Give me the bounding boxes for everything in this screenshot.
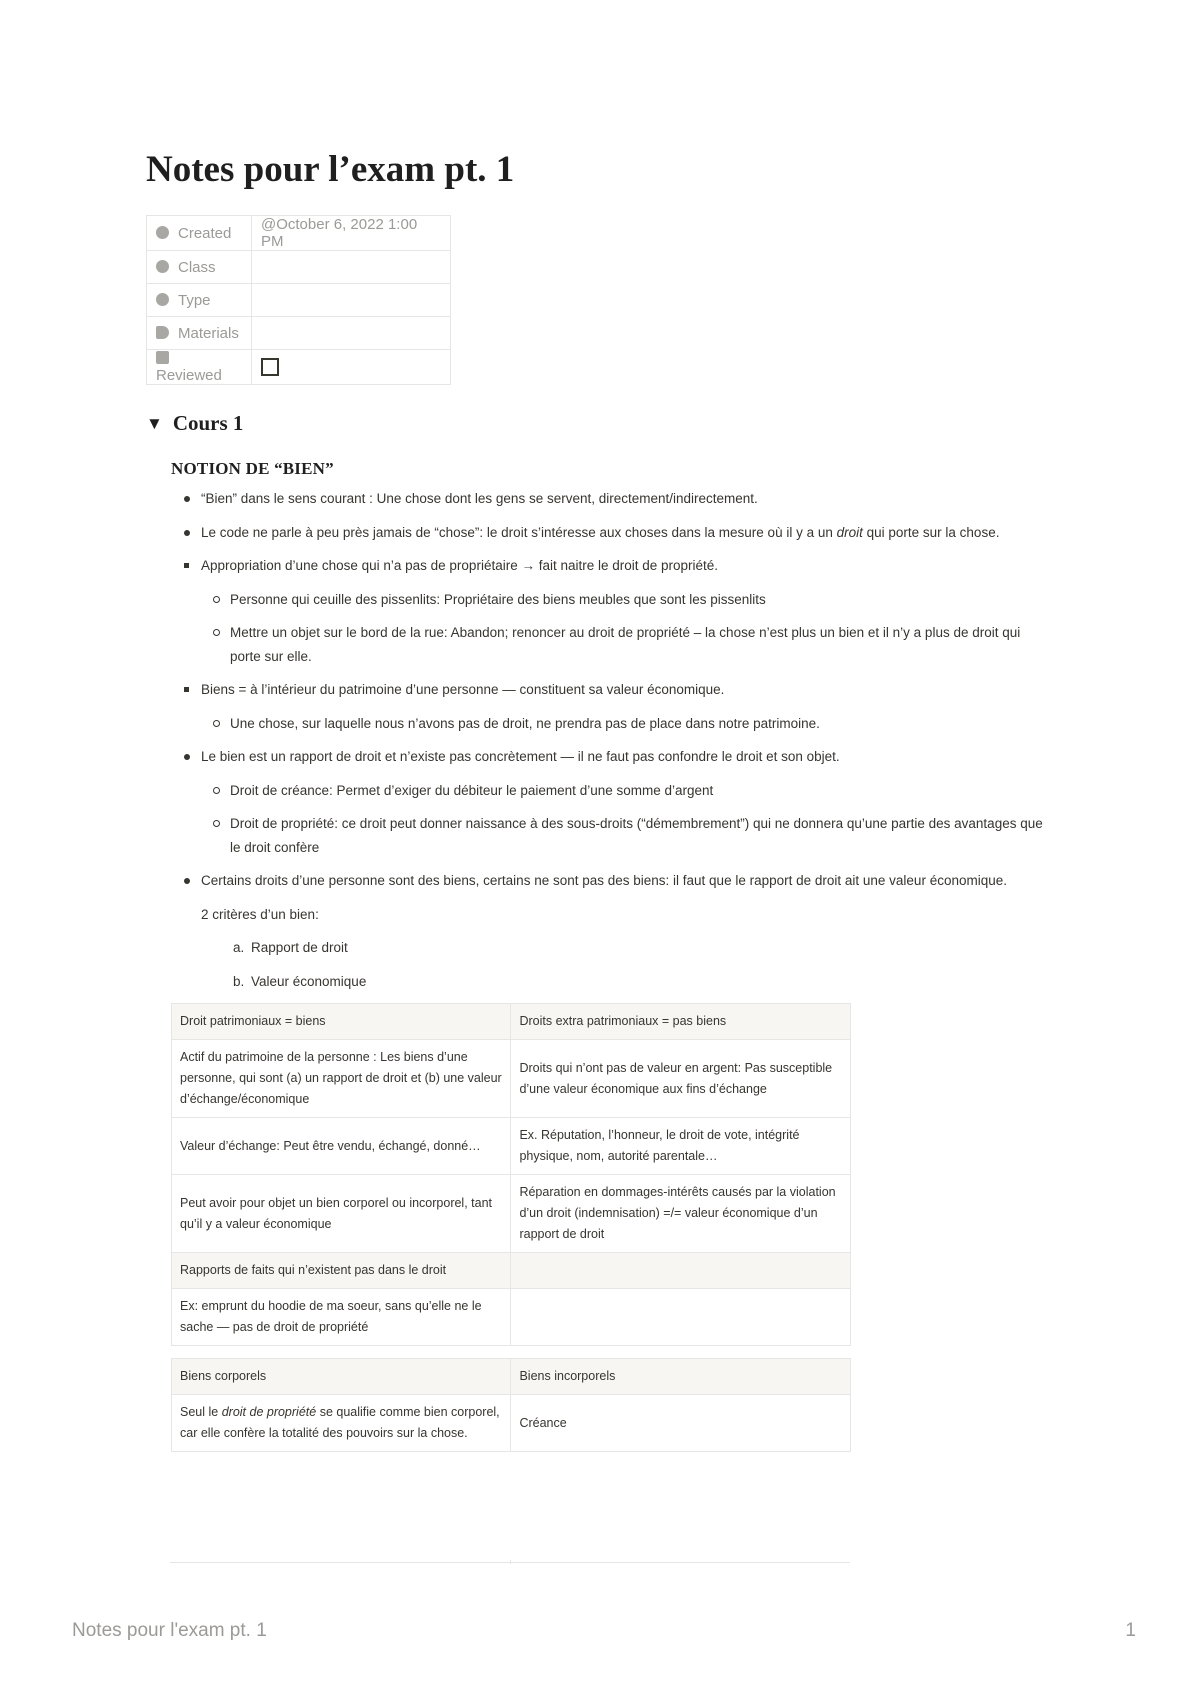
property-row-type[interactable] [147,284,451,317]
table-cell[interactable]: Valeur d’échange: Peut être vendu, échangé, donné… [172,1118,511,1175]
toggle-label: Cours 1 [172,411,244,435]
property-label: Class [178,258,216,276]
table-header-cell[interactable]: Biens corporels [172,1359,511,1395]
sub-list-item: Droit de créance: Permet d’exiger du débiteur le paiement d’une somme d’argent [201,779,1046,803]
table-cell[interactable]: Créance [511,1395,851,1452]
toggle-arrow-icon[interactable]: ▼ [146,413,163,433]
sub-list [201,779,1046,860]
table-row [172,1395,851,1452]
property-value-type[interactable] [252,284,451,317]
ordered-item: b. Valeur économique [233,973,367,989]
table-header-cell[interactable]: Biens incorporels [511,1359,851,1395]
ordered-item: a. Rapport de droit [233,940,348,955]
table-header-cell[interactable]: Droit patrimoniaux = biens [172,1004,511,1040]
property-label: Created [178,224,232,242]
properties-table [146,215,451,385]
toggle-cours-1[interactable] [146,411,1046,436]
table-row [172,1040,851,1118]
footer-title: Notes pour l'exam pt. 1 [72,1620,267,1641]
criteria-list [233,936,1046,993]
biens-table [171,1358,851,1452]
table-row [172,1289,851,1346]
list-item: Appropriation d’une chose qui n’a pas de propriétaire → fait naitre le droit de propriété. Personne qui ceuille des pissenlits: Propriétaire des biens meubles que sont les pissenlits Mettre un objet sur le bord de la rue: Abandon; renoncer au droit de propriété – la chose n’est plus un bien et il n’y a plus de droit qui porte sur elle. [171,554,1046,668]
table-cell[interactable]: Ex. Réputation, l’honneur, le droit de vote, intégrité physique, nom, autorité parentale… [511,1118,851,1175]
table-cell[interactable]: Actif du patrimoine de la personne : Les biens d’une personne, qui sont (a) un rapport de droit et (b) une valeur d’échange/économique [172,1040,511,1118]
property-label: Reviewed [156,367,222,384]
property-row-class[interactable] [147,251,451,284]
list-item: Le bien est un rapport de droit et n’existe pas concrètement — il ne faut pas confondre le droit et son objet. Droit de créance: Permet d’exiger du débiteur le paiement d’une somme d’argent Droit de propriété: ce droit peut donner naissance à des sous-droits (“démembrement”) qui ne donnera qu’une partie des avantages que le droit confère [171,745,1046,859]
table-header-cell[interactable]: Rapports de faits qui n’existent pas dans le droit [172,1253,511,1289]
patrimoine-table [171,1003,851,1346]
property-value-created[interactable]: @October 6, 2022 1:00 PM [252,216,451,251]
property-row-materials[interactable] [147,317,451,350]
table-cell[interactable]: Droits qui n’ont pas de valeur en argent: Pas susceptible d’une valeur économique aux fins d’échange [511,1040,851,1118]
reviewed-checkbox-icon [156,351,169,364]
property-label: Materials [178,324,239,342]
table-cell[interactable]: Peut avoir pour objet un bien corporel ou incorporel, tant qu’il y a valeur économique [172,1175,511,1253]
materials-tag-icon [156,326,169,339]
reviewed-checkbox[interactable] [261,358,279,376]
criteria-intro: 2 critères d’un bien: [201,906,319,922]
table-subheader-row [172,1253,851,1289]
table-cell[interactable]: Ex: emprunt du hoodie de ma soeur, sans qu’elle ne le sache — pas de droit de propriété [172,1289,511,1346]
created-clock-icon [156,226,169,239]
sub-list-item: Mettre un objet sur le bord de la rue: Abandon; renoncer au droit de propriété – la chose n’est plus un bien et il n’y a plus de droit qui porte sur elle. [201,621,1046,668]
table-cell[interactable]: Seul le droit de propriété se qualifie comme bien corporel, car elle confère la totalité des pouvoirs sur la chose. [172,1395,511,1452]
property-row-reviewed[interactable] [147,350,451,385]
list-item: “Bien” dans le sens courant : Une chose dont les gens se servent, directement/indirectement. [171,487,1046,511]
list-item: Biens = à l’intérieur du patrimoine d’une personne — constituent sa valeur économique. Une chose, sur laquelle nous n’avons pas de droit, ne prendra pas de place dans notre patrimoine. [171,678,1046,735]
class-select-icon [156,260,169,273]
document-page [146,145,1046,1452]
page-footer [72,1620,1136,1642]
sub-list-item: Personne qui ceuille des pissenlits: Propriétaire des biens meubles que sont les pissenlits [201,588,1046,612]
table-header-cell[interactable]: Droits extra patrimoniaux = pas biens [511,1004,851,1040]
table-cell[interactable] [511,1289,851,1346]
table-header-row [172,1004,851,1040]
bullet-list [171,487,1046,893]
type-select-icon [156,293,169,306]
table-row [172,1118,851,1175]
page-title: Notes pour l’exam pt. 1 [146,149,515,190]
table-header-row [172,1359,851,1395]
sub-list-item: Une chose, sur laquelle nous n’avons pas de droit, ne prendra pas de place dans notre patrimoine. [201,712,1046,736]
property-value-materials[interactable] [252,317,451,350]
toggle-content [171,459,1046,1452]
sub-list-item: Droit de propriété: ce droit peut donner naissance à des sous-droits (“démembrement”) qui ne donnera qu’une partie des avantages que le droit confère [201,812,1046,859]
section-heading: NOTION DE “BIEN” [171,459,334,478]
table-header-cell[interactable] [511,1253,851,1289]
sub-list [201,712,1046,736]
property-row-created[interactable] [147,216,451,251]
sub-list [201,588,1046,669]
table-continuation-rule [170,1562,850,1563]
list-item: Certains droits d’une personne sont des biens, certains ne sont pas des biens: il faut que le rapport de droit ait une valeur économique. [171,869,1046,893]
property-value-class[interactable] [252,251,451,284]
property-label: Type [178,291,211,309]
table-row [172,1175,851,1253]
footer-page-number: 1 [1125,1620,1136,1641]
table-cell[interactable]: Réparation en dommages-intérêts causés par la violation d’un droit (indemnisation) =/= valeur économique d’un rapport de droit [511,1175,851,1253]
list-item: Le code ne parle à peu près jamais de “chose”: le droit s’intéresse aux choses dans la mesure où il y a un droit qui porte sur la chose. [171,521,1046,545]
